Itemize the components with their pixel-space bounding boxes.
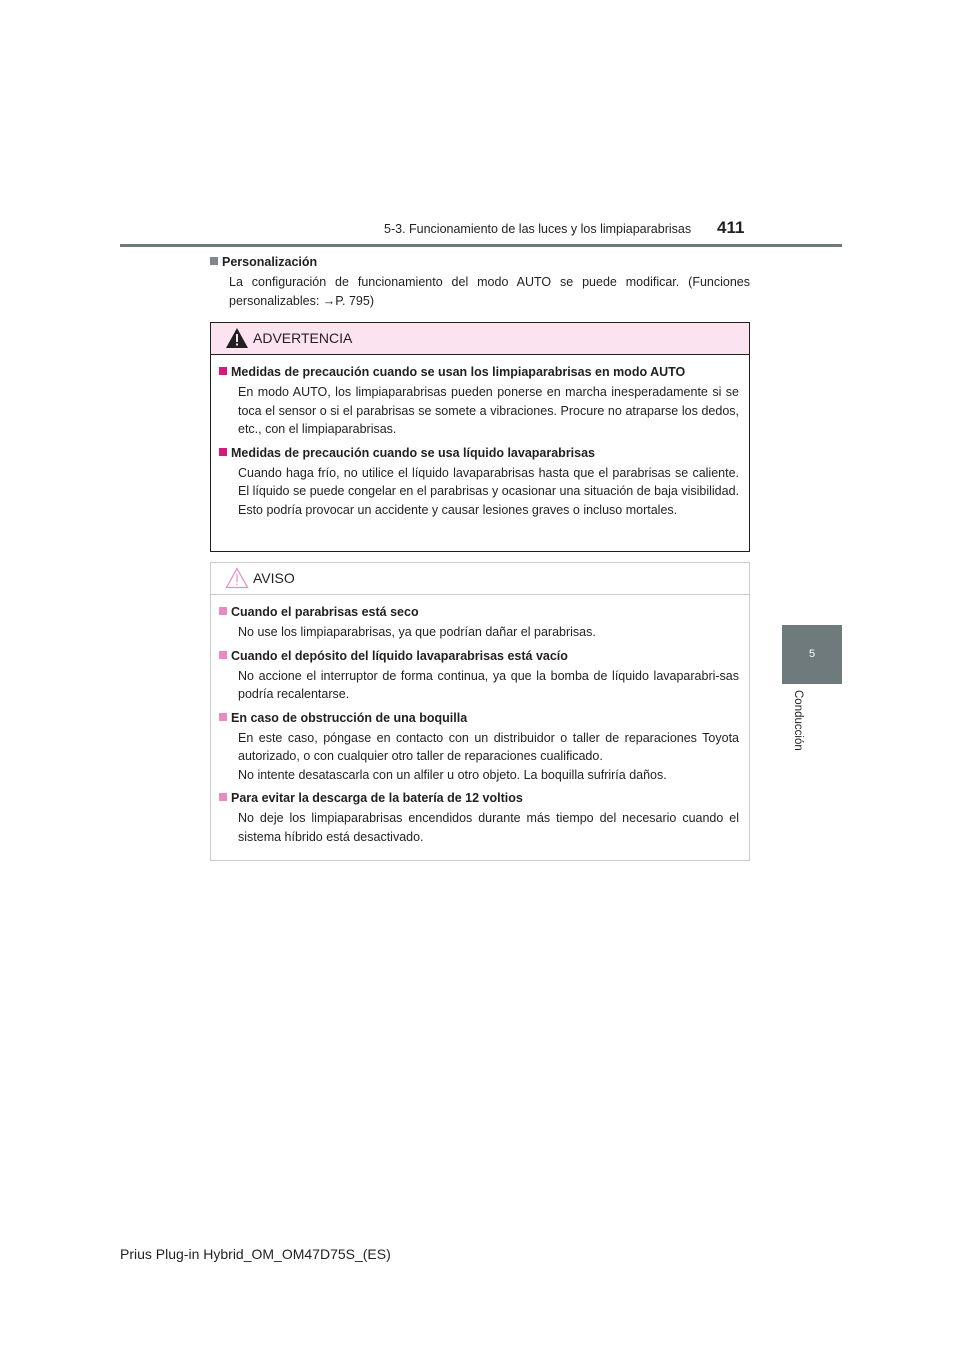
warning-item-text: Cuando haga frío, no utilice el líquido lavaparabrisas hasta que el parabrisas se caliente. El líquido se puede congelar en el parabrisas y ocasionar una situación de baja visibilidad. Esto podría provocar un accidente y causar lesiones graves o incluso mortales. [238, 465, 739, 517]
square-bullet-icon [219, 793, 227, 801]
square-bullet-icon [219, 367, 227, 375]
notice-item-heading-text: Cuando el parabrisas está seco [231, 605, 419, 619]
notice-box [210, 562, 750, 861]
notice-item-heading [219, 603, 739, 621]
notice-item [219, 603, 739, 642]
warning-item [219, 444, 739, 520]
square-bullet-icon [210, 257, 218, 265]
notice-item-heading-text: Para evitar la descarga de la batería de 12 voltios [231, 791, 523, 805]
square-bullet-icon [219, 651, 227, 659]
notice-box-body [211, 595, 749, 846]
warning-item [219, 363, 739, 439]
notice-item-text: No deje los limpiaparabrisas encendidos durante más tiempo del necesario cuando el sistema híbrido está desactivado. [238, 811, 739, 844]
notice-item-heading [219, 647, 739, 665]
personalization-text: La configuración de funcionamiento del modo AUTO se puede modificar. (Funciones personalizables: →P. 795) [229, 275, 750, 308]
notice-item-heading-text: En caso de obstrucción de una boquilla [231, 710, 468, 725]
notice-item [219, 709, 739, 785]
notice-box-title: AVISO [253, 570, 295, 586]
square-bullet-icon [219, 448, 227, 456]
chapter-label: Conducción [792, 690, 804, 751]
notice-item-text: No accione el interruptor de forma continua, ya que la bomba de líquido lavaparabri-sas podría recalentarse. [238, 668, 739, 701]
warning-item-heading [219, 363, 739, 381]
warning-box-body [211, 355, 749, 519]
warning-item-heading-text: Medidas de precaución cuando se usan los limpiaparabrisas en modo AUTO [231, 365, 686, 379]
notice-item-text: En este caso, póngase en contacto con un distribuidor o taller de reparaciones Toyota autorizado, o con cualquier otro taller de reparaciones cualificado. [238, 730, 739, 763]
header-rule [120, 244, 842, 247]
warning-box-header [211, 323, 749, 355]
header-section-title: 5-3. Funcionamiento de las luces y los limpiaparabrisas [384, 222, 692, 236]
personalization-heading [210, 253, 750, 271]
personalization-heading-text: Personalización [222, 255, 318, 269]
caution-triangle-outline-icon [225, 567, 249, 589]
notice-item-heading [219, 789, 739, 807]
warning-triangle-icon [225, 327, 249, 349]
notice-item [219, 647, 739, 704]
warning-box-title: ADVERTENCIA [253, 330, 353, 346]
personalization-section [210, 253, 750, 310]
notice-item-text: No use los limpiaparabrisas, ya que podrían dañar el parabrisas. [238, 625, 596, 639]
notice-item [219, 789, 739, 846]
warning-box [210, 322, 750, 552]
notice-item-heading [219, 709, 739, 727]
square-bullet-icon [219, 713, 227, 721]
notice-box-header [211, 563, 749, 595]
page-number: 411 [717, 218, 745, 237]
notice-item-heading-text: Cuando el depósito del líquido lavaparabrisas está vacío [231, 648, 568, 663]
chapter-tab: 5 [782, 625, 842, 684]
square-bullet-icon [219, 607, 227, 615]
warning-item-heading [219, 444, 739, 462]
notice-item-text-extra: No intente desatascarla con un alfiler u otro objeto. La boquilla sufriría daños. [238, 767, 667, 782]
footer-model: Prius Plug-in Hybrid_OM_OM47D75S_(ES) [120, 1246, 391, 1262]
warning-item-heading-text: Medidas de precaución cuando se usa líquido lavaparabrisas [231, 445, 596, 460]
warning-item-text: En modo AUTO, los limpiaparabrisas pueden ponerse en marcha inesperadamente si se toca el sensor o si el parabrisas se somete a vibraciones. Procure no atraparse los dedos, etc., con el limpiaparabrisas. [238, 385, 739, 436]
